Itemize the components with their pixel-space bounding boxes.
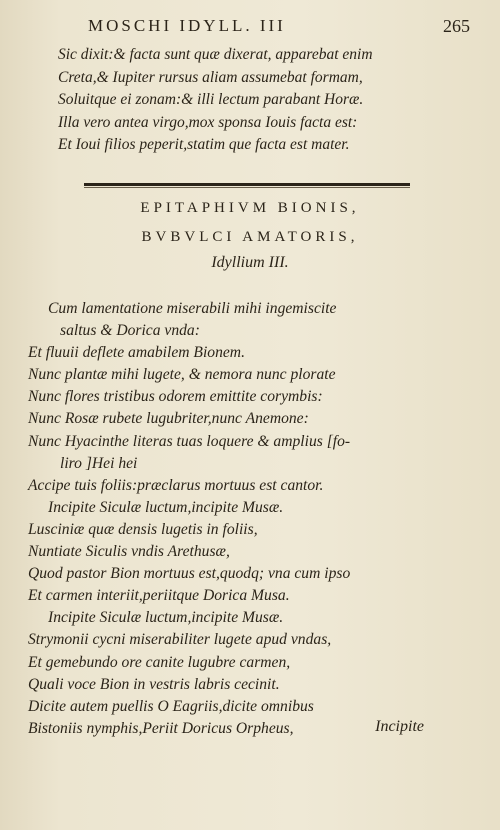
poem-line: Et carmen interiit,periitque Dorica Musa. <box>28 587 290 605</box>
poem-line: Nunc flores tristibus odorem emittite corymbis: <box>28 388 323 406</box>
poem-body <box>28 298 480 740</box>
poem-line: Accipe tuis foliis:præclarus mortuus est cantor. <box>28 476 324 494</box>
poem-line: Bistoniis nymphis,Periit Doricus Orpheus, <box>28 719 294 737</box>
poem-line: Strymonii cycni miserabiliter lugete apud vndas, <box>28 631 332 649</box>
poem-line: Nunc Hyacinthe literas tuas loquere & amplius [fo- <box>28 432 351 450</box>
poem-line: Quali voce Bion in vestris labris cecinit. <box>28 675 280 693</box>
poem-line: liro ]Hei hei <box>60 454 138 472</box>
idyll-number: Idyllium III. <box>211 254 289 271</box>
catchword: Incipite <box>375 718 424 735</box>
poem-line: Et gemebundo ore canite lugubre carmen, <box>28 653 291 671</box>
poem-line: Nuntiate Siculis vndis Arethusæ, <box>28 543 230 561</box>
running-head <box>88 16 470 36</box>
poem-line: Incipite Siculæ luctum,incipite Musæ. <box>48 498 284 516</box>
text-line: Et Ioui filios peperit,statim que facta est mater. <box>58 136 350 154</box>
poem-line: Incipite Siculæ luctum,incipite Musæ. <box>48 609 284 627</box>
section-subtitle: BVBVLCI AMATORIS, <box>141 229 359 245</box>
poem-line: Nunc Rosæ rubete lugubriter,nunc Anemone: <box>28 410 309 428</box>
section-divider-thin <box>84 187 410 188</box>
poem-line: Cum lamentatione miserabili mihi ingemiscite <box>48 300 337 317</box>
text-line: Soluitque ei zonam:& illi lectum parabant Horæ. <box>58 91 364 109</box>
text-line: Illa vero antea virgo,mox sponsa Iouis facta est: <box>58 113 358 131</box>
section-divider <box>84 183 410 186</box>
running-title: MOSCHI IDYLL. III <box>88 16 286 35</box>
poem-line: Lusciniæ quæ densis lugetis in foliis, <box>28 520 258 538</box>
text-line: Creta,& Iupiter rursus aliam assumebat formam, <box>58 68 363 86</box>
previous-poem-ending <box>58 44 373 157</box>
text-line: Sic dixit:& facta sunt quæ dixerat, apparebat enim <box>58 46 373 63</box>
poem-line: Quod pastor Bion mortuus est,quodq; vna cum ipso <box>28 565 351 583</box>
poem-line: Et fluuii deflete amabilem Bionem. <box>28 344 245 362</box>
poem-line: saltus & Dorica vnda: <box>60 322 200 340</box>
page-number: 265 <box>443 16 470 36</box>
poem-line: Dicite autem puellis O Eagriis,dicite omnibus <box>28 697 314 715</box>
poem-line: Nunc plantæ mihi lugete, & nemora nunc plorate <box>28 366 336 384</box>
section-title: EPITAPHIVM BIONIS, <box>140 200 360 216</box>
